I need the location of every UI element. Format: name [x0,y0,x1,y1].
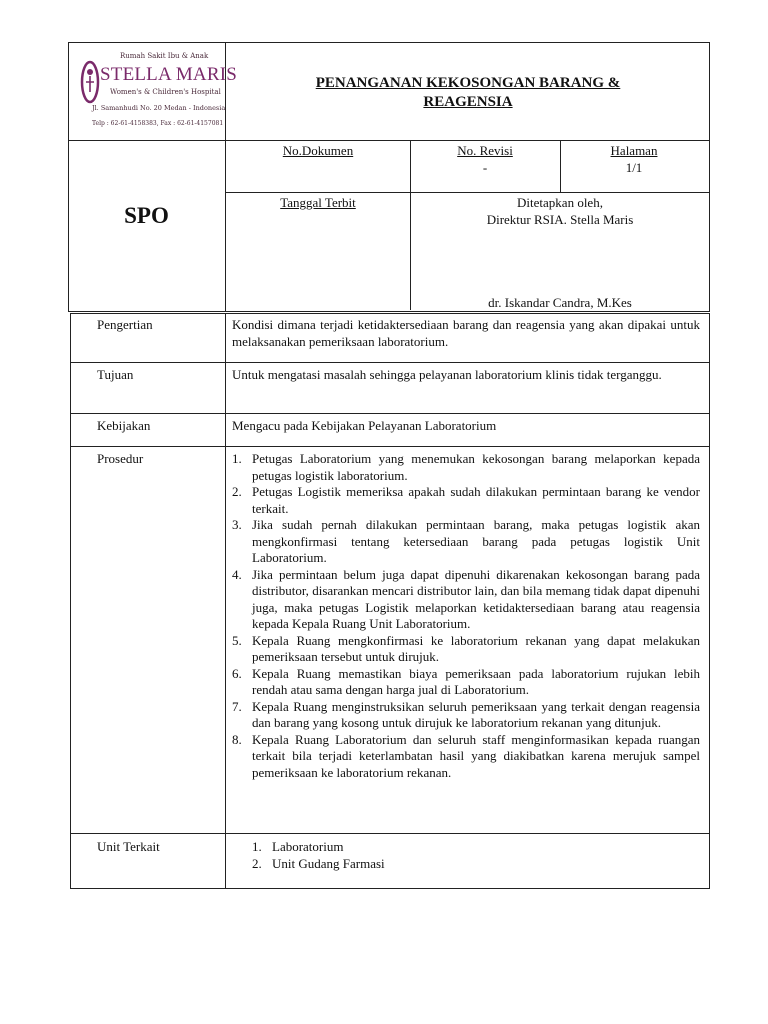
logo-subtitle: Women's & Children's Hospital [110,88,221,96]
signatory-name: dr. Iskandar Candra, M.Kes [488,295,632,310]
logo-top-line: Rumah Sakit Ibu & Anak [120,52,209,60]
list-item: 5. Kepala Ruang mengkonfirmasi ke laboratorium rekanan yang dapat melakukan pemeriksaan tersebut untuk dirujuk. [232,632,700,664]
list-item: 2. Petugas Logistik memeriksa apakah sudah dilakukan permintaan barang ke vendor terkait. [232,484,700,516]
hospital-crest-icon [80,58,100,106]
pengertian-label: Pengertian [97,317,153,332]
header-divider [68,140,710,141]
body-divider [70,362,710,363]
list-item: 3. Jika sudah pernah dilakukan permintaan barang, maka petugas logistik akan mengkonfirmasi tentang ketersediaan barang pada petugas logistik Unit Laboratorium. [232,517,700,565]
body-divider [70,413,710,414]
ditetapkan-line-1: Ditetapkan oleh, [517,195,603,210]
logo-hospital-name: STELLA MARIS [100,64,237,85]
pengertian-text: Kondisi dimana terjadi ketidaktersediaan barang dan reagensia yang akan dipakai untuk melaksanakan pemeriksaan laboratorium. [232,317,700,349]
spo-label: SPO [124,203,169,228]
no-dokumen-label: No.Dokumen [282,143,354,158]
document-title [226,74,710,112]
list-item: 1. Laboratorium [252,839,344,854]
prosedur-label: Prosedur [97,451,144,466]
body-divider [70,833,710,834]
list-item: 4. Jika permintaan belum juga dapat dipenuhi dikarenakan kekosongan barang pada distributor, disarankan mencari distributor lain, dan bila memang tidak dapat dipenuhi juga, maka petugas Logistik melaporkan ketidaktersediaan barang atau reagensia kepada Kepala Ruang Unit Laboratorium. [232,566,700,631]
unit-terkait-label: Unit Terkait [97,839,160,854]
header-divider [225,192,710,193]
kebijakan-label: Kebijakan [97,418,151,433]
tujuan-text: Untuk mengatasi masalah sehingga pelayanan laboratorium klinis tidak terganggu. [232,367,662,382]
list-item: 7. Kepala Ruang menginstruksikan seluruh pemeriksaan yang terkait dengan reagensia dan barang yang kosong untuk dirujuk ke laboratorium rekanan yang ditunjuk. [232,698,700,730]
body-divider [70,446,710,447]
tujuan-label: Tujuan [97,367,134,382]
list-item: 8. Kepala Ruang Laboratorium dan seluruh staff menginformasikan kepada ruangan terkait bila terjadi keterlambatan hasil yang diakibatkan karena merujuk sampel pemeriksaan ke laboratorium rekanan. [232,731,700,780]
halaman-label: Halaman [610,143,658,158]
ditetapkan-line-2: Direktur RSIA. Stella Maris [486,212,634,227]
list-item: 1. Petugas Laboratorium yang menemukan kekosongan barang melaporkan kepada petugas logistik laboratorium. [232,451,700,483]
list-item: 2. Unit Gudang Farmasi [252,855,385,871]
tanggal-terbit-label: Tanggal Terbit [280,195,356,210]
kebijakan-text: Mengacu pada Kebijakan Pelayanan Laboratorium [232,418,497,433]
title-line-1: PENANGANAN KEKOSONGAN BARANG & [315,75,621,91]
list-item: 6. Kepala Ruang memastikan biaya pemeriksaan pada laboratorium rujukan lebih rendah atau sama dengan harga jual di Laboratorium. [232,665,700,697]
no-revisi-value: - [482,160,488,175]
unit-terkait-list [248,839,688,872]
no-revisi-label: No. Revisi [457,143,513,158]
hospital-logo [78,52,237,136]
prosedur-list [228,451,700,781]
halaman-value: 1/1 [625,160,643,175]
body-divider [225,313,226,888]
logo-address: Jl. Samanhudi No. 20 Medan - Indonesia [92,104,226,112]
logo-phone: Telp : 62-61-4158383, Fax : 62-61-4157081 [92,120,224,127]
title-line-2: REAGENSIA [423,94,513,110]
